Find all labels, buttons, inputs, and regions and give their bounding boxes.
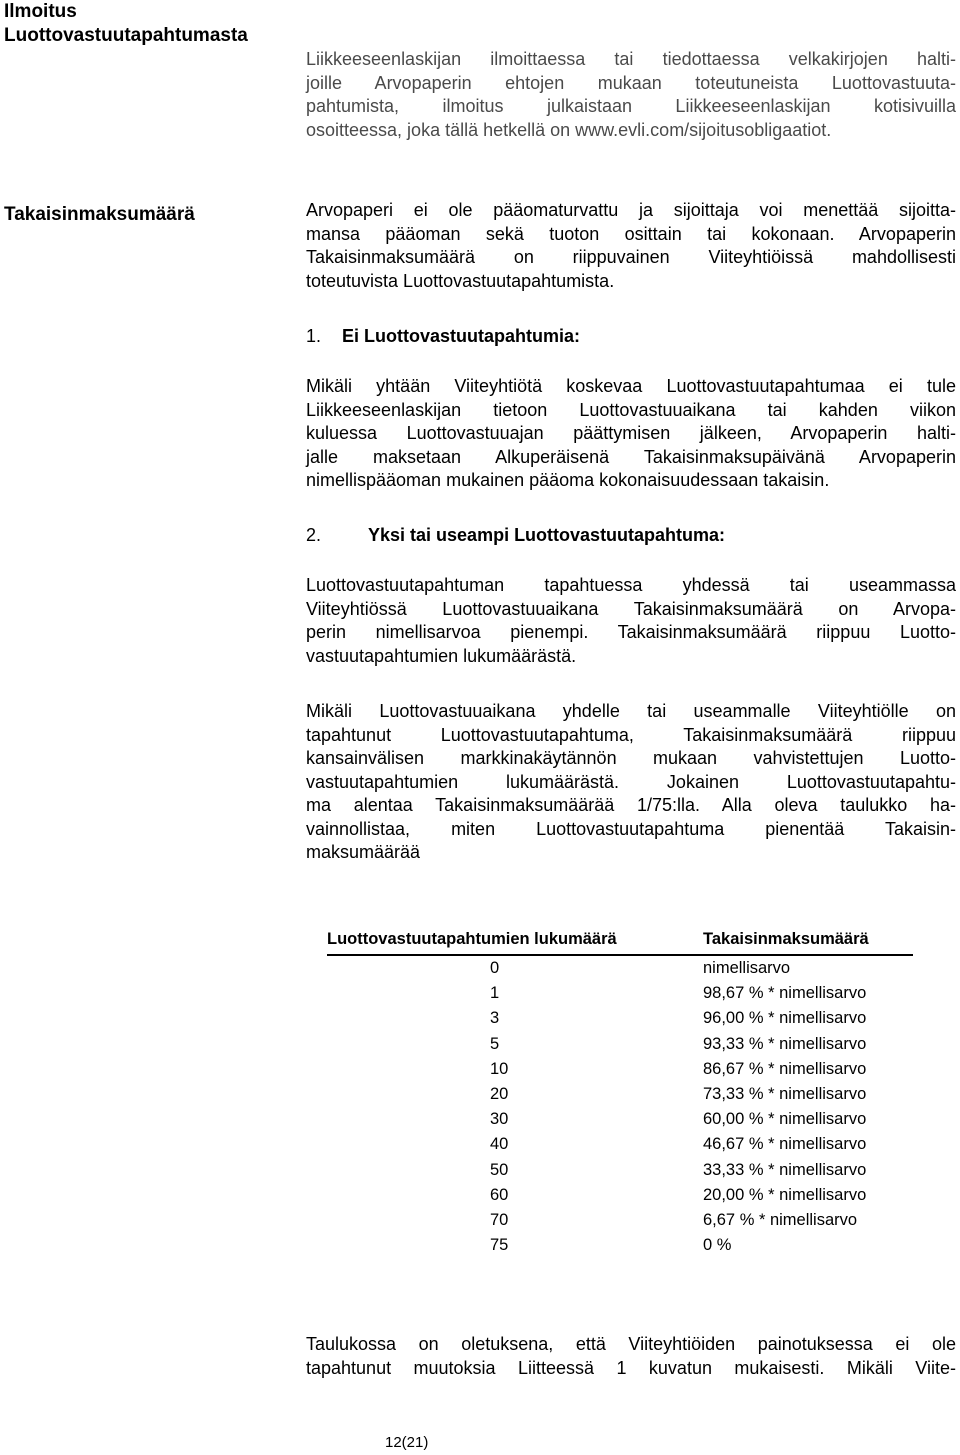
text-line: Liikkeeseenlaskijan tietoon Luottovastuuaikana tai kahden viikon <box>306 399 956 420</box>
text-line: Taulukossa on oletuksena, että Viiteyhtiöiden painotuksessa ei ole <box>306 1334 956 1354</box>
text-line: maksumäärää <box>306 842 421 862</box>
text-line: Mikäli yhtään Viiteyhtiötä koskevaa Luottovastuutapahtumaa ei tule <box>306 376 956 396</box>
text-line: tapahtunut muutoksia Liitteessä 1 kuvatun mukaisesti. Mikäli Viite- <box>306 1357 956 1378</box>
text-line: vainnollistaa, miten Luottovastuutapahtuma pienentää Takaisin- <box>306 818 956 839</box>
table-row <box>327 1158 913 1183</box>
repayment-amount-cell: 33,33 % * nimellisarvo <box>703 1160 867 1179</box>
event-count-cell: 5 <box>490 1034 500 1053</box>
event-count-cell: 70 <box>490 1210 509 1229</box>
event-count-cell: 10 <box>490 1059 509 1078</box>
event-count-cell: 40 <box>490 1135 509 1154</box>
closing-paragraph <box>306 1333 956 1380</box>
table-header-row <box>327 928 913 955</box>
repayment-amount-cell: 20,00 % * nimellisarvo <box>703 1185 867 1204</box>
text-line: Arvopaperi ei ole pääomaturvattu ja sijoittaja voi menettää sijoitta- <box>306 200 956 220</box>
intro-paragraph <box>306 199 956 293</box>
repayment-amount-cell: 86,67 % * nimellisarvo <box>703 1059 867 1078</box>
repayment-amount-cell: nimellisarvo <box>703 959 791 978</box>
table-row <box>327 981 913 1006</box>
table-row <box>327 1183 913 1208</box>
table-row <box>327 1032 913 1057</box>
text-line: Liikkeeseenlaskijan ilmoittaessa tai tiedottaessa velkakirjojen halti- <box>306 49 956 69</box>
section-heading-repayment: Takaisinmaksumäärä <box>4 204 195 225</box>
event-count-cell: 75 <box>490 1236 509 1255</box>
text-line: kansainvälisen markkinakäytännön mukaan vahvistettujen Luotto- <box>306 748 956 768</box>
repayment-amount-cell: 73,33 % * nimellisarvo <box>703 1085 867 1104</box>
event-count-cell: 1 <box>490 984 500 1003</box>
table-row <box>327 1233 913 1258</box>
event-count-cell: 50 <box>490 1160 509 1179</box>
text-line: Takaisinmaksumäärä on riippuvainen Viiteyhtiöissä mahdollisesti <box>306 247 956 267</box>
event-count-cell: 20 <box>490 1085 509 1104</box>
table-row <box>327 1082 913 1107</box>
table-header-events: Luottovastuutapahtumien lukumäärä <box>327 928 703 955</box>
table-header-amount: Takaisinmaksumäärä <box>703 928 913 955</box>
text-line: mansa pääoman sekä tuoton osittain tai kokonaan. Arvopaperin <box>306 223 956 244</box>
case2-number: 2. <box>306 525 322 545</box>
text-line: tapahtunut Luottovastuutapahtuma, Takaisinmaksumäärä riippuu <box>306 724 956 745</box>
event-count-cell: 3 <box>490 1009 500 1028</box>
event-count-cell: 60 <box>490 1185 509 1204</box>
case1-heading <box>306 326 580 347</box>
table-row <box>327 1006 913 1031</box>
repayment-amount-cell: 0 % <box>703 1236 732 1255</box>
table-row <box>327 1107 913 1132</box>
text-line: ma alentaa Takaisinmaksumäärää 1/75:lla. Alla oleva taulukko ha- <box>306 795 956 815</box>
table-body <box>327 955 913 1258</box>
table-row <box>327 955 913 981</box>
text-line: perin nimellisarvoa pienempi. Takaisinmaksumäärä riippuu Luotto- <box>306 622 956 642</box>
table-row <box>327 1208 913 1233</box>
case1-title: Ei Luottovastuutapahtumia: <box>342 326 580 346</box>
repayment-amount-cell: 96,00 % * nimellisarvo <box>703 1009 867 1028</box>
table-row <box>327 1132 913 1157</box>
event-count-cell: 0 <box>490 959 500 978</box>
text-line: osoitteessa, joka tällä hetkellä on www.evli.com/sijoitusobligaatiot. <box>306 119 832 140</box>
case2-heading <box>306 525 725 546</box>
section-heading-notice-line2: Luottovastuutapahtumasta <box>4 25 248 46</box>
event-count-cell: 30 <box>490 1110 509 1129</box>
text-line: nimellispääoman mukainen pääoma kokonaisuudessaan takaisin. <box>306 470 830 490</box>
section-heading-notice-line1: Ilmoitus <box>4 1 77 22</box>
case2-paragraph-1 <box>306 574 956 668</box>
repayment-amount-cell: 60,00 % * nimellisarvo <box>703 1110 867 1129</box>
text-line: jalle maksetaan Alkuperäisenä Takaisinmaksupäivänä Arvopaperin <box>306 446 956 467</box>
case2-paragraph-2 <box>306 700 956 865</box>
text-line: pahtumista, ilmoitus julkaistaan Liikkeeseenlaskijan kotisivuilla <box>306 96 956 116</box>
notice-paragraph <box>306 48 956 142</box>
case2-title: Yksi tai useampi Luottovastuutapahtuma: <box>368 525 726 545</box>
text-line: Luottovastuutapahtuman tapahtuessa yhdessä tai useammassa <box>306 575 956 595</box>
repayment-table <box>327 928 913 1258</box>
page-number: 12(21) <box>385 1434 429 1451</box>
text-line: joille Arvopaperin ehtojen mukaan toteutuneista Luottovastuuta- <box>306 72 956 93</box>
text-line: vastuutapahtumien lukumäärästä. <box>306 645 577 666</box>
repayment-amount-cell: 46,67 % * nimellisarvo <box>703 1135 867 1154</box>
section-heading-notice <box>4 0 248 48</box>
text-line: Mikäli Luottovastuuaikana yhdelle tai useammalle Viiteyhtiölle on <box>306 701 956 721</box>
text-line: kuluessa Luottovastuuajan päättymisen jälkeen, Arvopaperin halti- <box>306 423 956 443</box>
text-line: Viiteyhtiössä Luottovastuuaikana Takaisinmaksumäärä on Arvopa- <box>306 598 956 619</box>
repayment-amount-cell: 98,67 % * nimellisarvo <box>703 984 867 1003</box>
table-row <box>327 1057 913 1082</box>
text-line: toteutuvista Luottovastuutapahtumista. <box>306 270 615 291</box>
repayment-amount-cell: 6,67 % * nimellisarvo <box>703 1210 858 1229</box>
case1-paragraph <box>306 375 956 493</box>
text-line: vastuutapahtumien lukumäärästä. Jokainen Luottovastuutapahtu- <box>306 771 956 792</box>
case1-number: 1. <box>306 326 322 346</box>
repayment-amount-cell: 93,33 % * nimellisarvo <box>703 1034 867 1053</box>
